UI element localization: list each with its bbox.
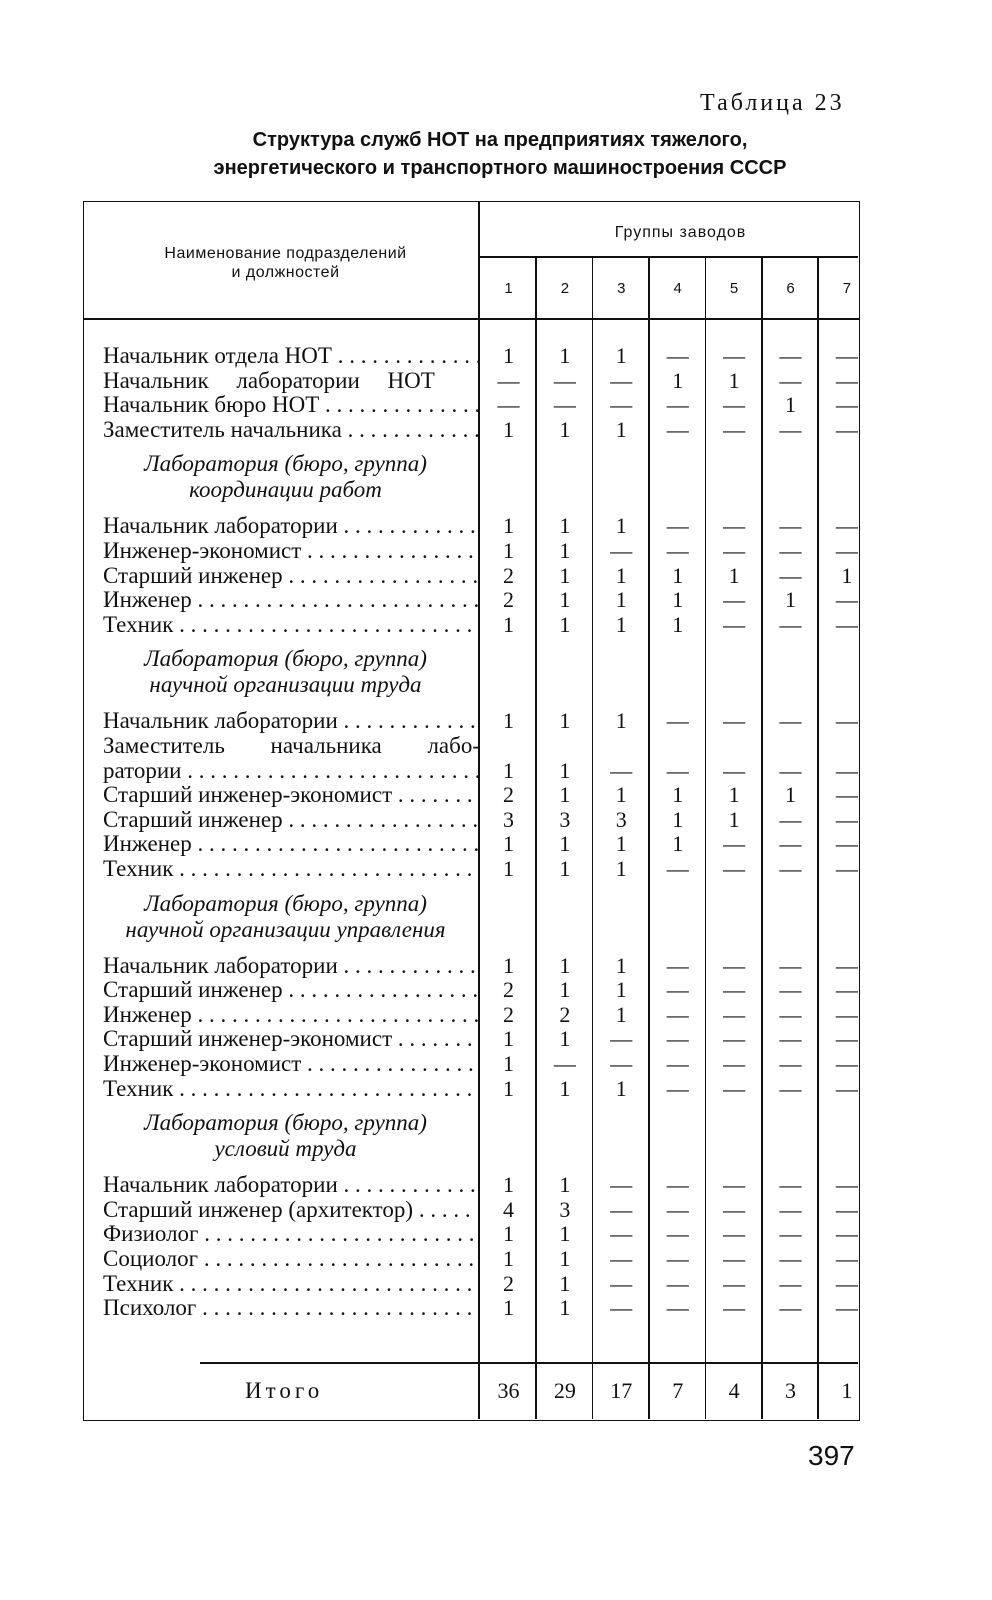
row-label: Старший инженер . . . xyxy=(103,807,480,832)
table-cell: — xyxy=(835,587,858,613)
table-cell: — xyxy=(553,1051,576,1076)
table-cell: 3 xyxy=(559,806,571,832)
table-cell: 2 xyxy=(503,977,514,1003)
row-label: Начальник лаборатории . . . xyxy=(103,708,480,733)
table-cell: — xyxy=(666,538,689,563)
table-cell: 1 xyxy=(503,513,514,539)
table-cell: 1 xyxy=(503,343,514,368)
table-label: Таблица 23 xyxy=(700,90,845,116)
table-cell: — xyxy=(723,416,746,442)
table-cell: — xyxy=(779,1295,802,1321)
total-label: Итого xyxy=(245,1378,324,1403)
column-number: 2 xyxy=(560,280,570,297)
table-cell: — xyxy=(723,757,746,783)
row-label: Старший инженер-экономист . . . xyxy=(103,782,480,807)
group-column-divider xyxy=(648,256,650,1419)
table-cell: 1 xyxy=(615,562,627,588)
table-cell: 1 xyxy=(559,952,571,978)
table-cell: — xyxy=(723,1026,746,1052)
table-cell: — xyxy=(610,1221,633,1247)
row-label: Техник . . . xyxy=(103,1271,480,1296)
row-label: Начальник отдела НОТ . . . xyxy=(103,343,480,368)
total-cell: 7 xyxy=(672,1378,684,1403)
table-cell: — xyxy=(835,1075,858,1101)
table-cell: 1 xyxy=(503,538,514,563)
table-cell: 1 xyxy=(672,562,684,588)
table-cell: — xyxy=(835,806,858,832)
column-number: 7 xyxy=(842,280,852,297)
row-label: Старший инженер . . . xyxy=(103,563,480,588)
table-cell: 2 xyxy=(559,1001,571,1027)
row-label: Техник . . . xyxy=(103,856,480,881)
table-cell: — xyxy=(666,952,689,978)
table-cell: 1 xyxy=(672,367,684,393)
table-cell: — xyxy=(835,1172,858,1198)
table-cell: — xyxy=(779,977,802,1003)
column-number: 1 xyxy=(504,280,513,297)
table-cell: — xyxy=(666,392,689,418)
table-cell: — xyxy=(779,1221,802,1247)
table-cell: 1 xyxy=(559,782,571,808)
table-cell: 1 xyxy=(615,708,627,734)
table-cell: — xyxy=(723,513,746,539)
table-cell: 1 xyxy=(672,611,684,637)
table-cell: — xyxy=(610,367,633,393)
section-heading: Лаборатория (бюро, группа) xyxy=(144,451,427,477)
table-cell: — xyxy=(779,1001,802,1027)
table-cell: — xyxy=(835,611,858,637)
table-cell: 1 xyxy=(503,416,514,442)
total-cell: 29 xyxy=(553,1378,576,1403)
table-cell: — xyxy=(835,831,858,857)
row-label: Заместитель начальника . . . xyxy=(103,417,480,442)
total-cell: 4 xyxy=(728,1378,740,1403)
table-cell: 1 xyxy=(785,782,796,808)
table-cell: 4 xyxy=(503,1196,514,1222)
table-cell: 1 xyxy=(559,1221,571,1247)
table-cell: — xyxy=(779,611,802,637)
row-label: Заместитель начальника лабо- xyxy=(103,733,480,758)
table-cell: — xyxy=(723,538,746,563)
table-cell: — xyxy=(835,1295,858,1321)
section-heading: Лаборатория (бюро, группа) xyxy=(144,646,427,672)
table-cell: 1 xyxy=(728,782,740,808)
row-label: Начальник бюро НОТ . . . xyxy=(103,392,480,417)
table-cell: — xyxy=(779,1246,802,1271)
row-label: Начальник лаборатории НОТ xyxy=(103,367,435,393)
table-cell: 1 xyxy=(559,513,571,539)
row-label: Инженер . . . xyxy=(103,587,480,612)
table-cell: — xyxy=(666,1196,689,1222)
table-cell: — xyxy=(779,856,802,881)
table-cell: — xyxy=(835,513,858,539)
row-label: Инженер . . . xyxy=(103,1002,480,1027)
table-cell: 1 xyxy=(503,611,514,637)
table-cell: — xyxy=(723,1196,746,1222)
table-cell: — xyxy=(610,1295,633,1321)
table-cell: — xyxy=(723,831,746,857)
table-cell: 1 xyxy=(559,1270,571,1296)
table-cell: 1 xyxy=(672,782,684,808)
table-cell: 1 xyxy=(559,587,571,613)
table-cell: — xyxy=(835,538,858,563)
table-cell: — xyxy=(666,1221,689,1247)
total-cell: 3 xyxy=(785,1378,796,1403)
table-cell: — xyxy=(723,1001,746,1027)
table-cell: — xyxy=(779,1196,802,1222)
table-cell: — xyxy=(835,708,858,734)
table-cell: — xyxy=(610,538,633,563)
table-cell: — xyxy=(835,343,858,368)
row-label: Инженер-экономист . . . xyxy=(103,538,480,563)
table-cell: — xyxy=(610,1246,633,1271)
table-cell: 1 xyxy=(503,757,514,783)
table-cell: — xyxy=(497,392,520,418)
row-label: Начальник лаборатории . . . xyxy=(103,953,480,978)
table-cell: — xyxy=(835,856,858,881)
table-cell: — xyxy=(666,1026,689,1052)
table-cell: — xyxy=(835,952,858,978)
table-cell: — xyxy=(666,1001,689,1027)
table-cell: 1 xyxy=(615,611,627,637)
table-cell: 2 xyxy=(503,562,514,588)
table-cell: — xyxy=(723,587,746,613)
table-cell: 1 xyxy=(672,587,684,613)
table-cell: 1 xyxy=(503,1172,514,1198)
table-cell: — xyxy=(779,952,802,978)
table-cell: 3 xyxy=(559,1196,571,1222)
table-cell: 3 xyxy=(615,806,627,832)
table-cell: — xyxy=(610,1051,633,1076)
table-cell: — xyxy=(779,757,802,783)
table-cell: 1 xyxy=(615,1075,627,1101)
table-cell: — xyxy=(610,1196,633,1222)
table-cell: 1 xyxy=(503,952,514,978)
table-cell: — xyxy=(497,367,520,393)
table-cell: 1 xyxy=(559,416,571,442)
row-label: Инженер-экономист . . . xyxy=(103,1051,480,1076)
row-label: Старший инженер (архитектор) . . . xyxy=(103,1197,480,1222)
table-cell: — xyxy=(553,367,576,393)
table-cell: — xyxy=(835,1026,858,1052)
table-cell: 1 xyxy=(785,392,796,418)
table-cell: — xyxy=(835,367,858,393)
row-label: Начальник лаборатории . . . xyxy=(103,1172,480,1197)
page-number: 397 xyxy=(808,1440,855,1471)
table-cell: — xyxy=(610,1026,633,1052)
total-cell: 1 xyxy=(841,1378,853,1403)
table-cell: — xyxy=(835,782,858,808)
table-cell: 1 xyxy=(559,343,571,368)
table-cell: 1 xyxy=(503,1295,514,1321)
table-cell: 1 xyxy=(503,831,514,857)
table-cell: 1 xyxy=(615,831,627,857)
table-cell: — xyxy=(835,1196,858,1222)
table-cell: — xyxy=(779,831,802,857)
group-column-divider xyxy=(817,256,819,1419)
row-label: Социолог . . . xyxy=(103,1246,480,1271)
total-cell: 36 xyxy=(497,1378,520,1403)
table-cell: — xyxy=(723,977,746,1003)
table-cell: 1 xyxy=(559,977,571,1003)
column-number: 6 xyxy=(786,280,795,297)
table-cell: — xyxy=(779,367,802,393)
table-cell: 1 xyxy=(559,1246,571,1271)
table-caption-line-1: Структура служб НОТ на предприятиях тяжелого, xyxy=(252,129,748,151)
table-cell: — xyxy=(666,343,689,368)
table-cell: 1 xyxy=(559,856,571,881)
table-cell: — xyxy=(723,708,746,734)
table-cell: — xyxy=(723,343,746,368)
table-cell: — xyxy=(835,416,858,442)
table-cell: — xyxy=(666,757,689,783)
group-column-divider xyxy=(705,256,707,1419)
table-cell: — xyxy=(835,1270,858,1296)
table-cell: — xyxy=(779,1270,802,1296)
table-cell: — xyxy=(723,856,746,881)
table-cell: — xyxy=(666,1246,689,1271)
table-cell: 1 xyxy=(672,806,684,832)
row-label: ратории . . . xyxy=(103,758,480,783)
table-cell: — xyxy=(723,1270,746,1296)
table-cell: 1 xyxy=(559,757,571,783)
table-cell: 2 xyxy=(503,782,514,808)
table-cell: 1 xyxy=(615,416,627,442)
table-cell: 1 xyxy=(503,1221,514,1247)
table-cell: 1 xyxy=(615,1001,627,1027)
table-cell: 1 xyxy=(728,562,740,588)
section-heading: научной организации управления xyxy=(125,916,446,942)
table-cell: 1 xyxy=(503,856,514,881)
table-cell: — xyxy=(835,1001,858,1027)
table-cell: 1 xyxy=(728,367,740,393)
table-cell: — xyxy=(666,977,689,1003)
table-cell: — xyxy=(723,1075,746,1101)
table-cell: — xyxy=(723,611,746,637)
table-cell: — xyxy=(779,513,802,539)
table-cell: 3 xyxy=(503,806,514,832)
table-cell: — xyxy=(723,1051,746,1076)
table-cell: 1 xyxy=(728,806,740,832)
table-cell: 1 xyxy=(615,587,627,613)
table-cell: 1 xyxy=(503,1246,514,1271)
table-cell: 1 xyxy=(559,831,571,857)
table-cell: 1 xyxy=(559,1172,571,1198)
section-heading: научной организации труда xyxy=(149,672,422,698)
column-number: 5 xyxy=(729,280,739,297)
table-cell: — xyxy=(835,1221,858,1247)
row-label: Техник . . . xyxy=(103,1076,480,1101)
table-cell: 1 xyxy=(503,1075,514,1101)
group-column-divider xyxy=(761,256,763,1419)
table-cell: — xyxy=(610,392,633,418)
table-cell: 2 xyxy=(503,1001,514,1027)
group-column-divider xyxy=(592,256,594,1419)
row-label: Старший инженер-экономист . . . xyxy=(103,1026,480,1051)
table-cell: — xyxy=(723,1172,746,1198)
table-cell: 1 xyxy=(615,952,627,978)
table-cell: 1 xyxy=(559,1026,571,1052)
table-cell: 1 xyxy=(615,513,627,539)
row-label: Начальник лаборатории . . . xyxy=(103,513,480,538)
column-header-name-line-1: Наименование подразделений xyxy=(164,245,407,262)
row-label: Старший инженер . . . xyxy=(103,977,480,1002)
table-cell: 1 xyxy=(503,708,514,734)
table-cell: 1 xyxy=(615,977,627,1003)
table-cell: — xyxy=(666,1270,689,1296)
table-cell: 1 xyxy=(785,587,796,613)
section-heading: Лаборатория (бюро, группа) xyxy=(144,1110,427,1136)
table-cell: — xyxy=(779,806,802,832)
column-number: 4 xyxy=(673,280,682,297)
table-cell: — xyxy=(610,1172,633,1198)
header-rule xyxy=(83,318,860,320)
row-label: Психолог . . . xyxy=(103,1295,480,1320)
table-cell: — xyxy=(779,538,802,563)
table-cell: 1 xyxy=(559,1295,571,1321)
table-cell: — xyxy=(666,1172,689,1198)
table-cell: — xyxy=(835,1051,858,1076)
section-heading: Лаборатория (бюро, группа) xyxy=(144,890,427,916)
table-cell: 1 xyxy=(615,782,627,808)
total-rule xyxy=(200,1362,858,1364)
total-cell: 17 xyxy=(610,1378,633,1403)
table-cell: 1 xyxy=(559,562,571,588)
table-cell: — xyxy=(666,416,689,442)
table-cell: — xyxy=(835,977,858,1003)
table-cell: 1 xyxy=(559,611,571,637)
row-label: Физиолог . . . xyxy=(103,1221,480,1246)
table-cell: — xyxy=(779,708,802,734)
table-cell: 1 xyxy=(503,1051,514,1076)
table-cell: — xyxy=(723,392,746,418)
table-cell: — xyxy=(666,1051,689,1076)
table-cell: — xyxy=(723,952,746,978)
table-cell: 1 xyxy=(559,708,571,734)
table-cell: — xyxy=(835,757,858,783)
table-cell: — xyxy=(779,1026,802,1052)
table-cell: — xyxy=(779,416,802,442)
table-caption-line-2: энергетического и транспортного машиностроения СССР xyxy=(213,157,787,179)
table-cell: — xyxy=(779,1075,802,1101)
column-header-groups: Группы заводов xyxy=(614,224,747,241)
column-header-name-line-2: и должностей xyxy=(231,264,340,281)
row-label: Инженер . . . xyxy=(103,831,480,856)
column-header-name xyxy=(88,244,483,282)
table-cell: — xyxy=(553,392,576,418)
section-heading: координации работ xyxy=(189,477,382,503)
column-number: 3 xyxy=(617,280,626,297)
table-cell: 1 xyxy=(503,1026,514,1052)
table-cell: — xyxy=(723,1246,746,1271)
table-cell: 1 xyxy=(841,562,853,588)
section-heading: условий труда xyxy=(214,1136,357,1162)
table-cell: — xyxy=(666,1075,689,1101)
table-cell: — xyxy=(779,1172,802,1198)
table-cell: 1 xyxy=(559,538,571,563)
table-cell: — xyxy=(723,1221,746,1247)
table-cell: 2 xyxy=(503,1270,514,1296)
table-cell: — xyxy=(666,856,689,881)
table-cell: — xyxy=(666,1295,689,1321)
table-cell: — xyxy=(779,562,802,588)
table-cell: 1 xyxy=(672,831,684,857)
table-cell: 1 xyxy=(559,1075,571,1101)
group-column-divider xyxy=(535,256,537,1419)
table-cell: — xyxy=(779,1051,802,1076)
table-cell: — xyxy=(610,757,633,783)
row-label: Техник . . . xyxy=(103,612,480,637)
table-cell: 2 xyxy=(503,587,514,613)
table-cell: — xyxy=(666,513,689,539)
table-cell: 1 xyxy=(615,856,627,881)
table-cell: — xyxy=(835,1246,858,1271)
table-cell: — xyxy=(610,1270,633,1296)
table-cell: — xyxy=(666,708,689,734)
table-cell: 1 xyxy=(615,343,627,368)
table-cell: — xyxy=(723,1295,746,1321)
table-cell: — xyxy=(835,392,858,418)
table-cell: — xyxy=(779,343,802,368)
